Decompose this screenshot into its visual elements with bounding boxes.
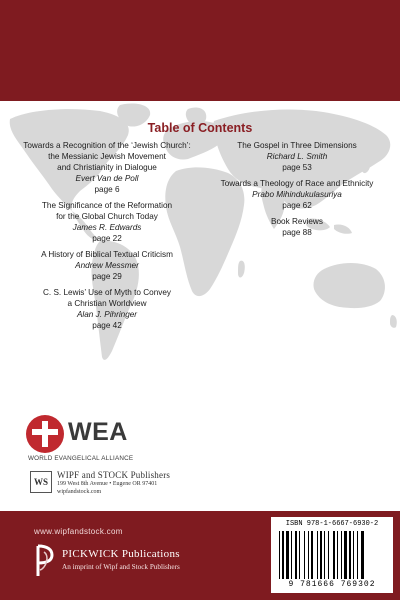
publisher-url: wipfandstock.com: [57, 489, 102, 495]
imprint-name: PICKWICK Publications: [62, 548, 180, 560]
toc-entry-title-line: The Gospel in Three Dimensions: [237, 141, 357, 150]
toc-entry: [210, 216, 384, 238]
toc-title: Table of Contents: [147, 121, 253, 135]
toc-entry-title-line: and Christianity in Dialogue: [57, 163, 157, 172]
ean-digits: 9 781666 769302: [288, 580, 376, 589]
barcode-panel: [271, 517, 393, 593]
toc-entry: [210, 178, 384, 211]
toc-entry-page: page 22: [92, 234, 122, 243]
toc-entry-author: Andrew Messmer: [75, 261, 139, 270]
toc-entry-title-line: The Significance of the Reformation: [41, 201, 173, 210]
footer-site-url: www.wipfandstock.com: [34, 527, 123, 536]
toc-entry-title-line: Towards a Recognition of the ‘Jewish Church’:: [23, 141, 191, 150]
ws-logo-icon: WS: [30, 471, 52, 493]
publisher-address: 199 West 8th Avenue • Eugene OR 97401: [57, 481, 158, 487]
toc-entry: [18, 140, 196, 195]
toc-entry-title-line: the Messianic Jewish Movement: [48, 152, 166, 161]
toc-entry-page: page 62: [282, 201, 312, 210]
toc-entry-author: James R. Edwards: [72, 223, 142, 232]
publisher-name: WIPF and STOCK Publishers: [57, 470, 171, 480]
toc-entry: [18, 249, 196, 282]
toc-entry: [18, 287, 196, 331]
toc-entry-author: Evert Van de Poll: [75, 174, 139, 183]
toc-entry-page: page 6: [94, 185, 120, 194]
isbn-text: ISBN 978-1-6667-6930-2: [285, 520, 379, 528]
toc-entry-page: page 88: [282, 228, 312, 237]
toc-entry-page: page 53: [282, 163, 312, 172]
toc-entry-author: Alan J. Pihringer: [76, 310, 138, 319]
toc-entry-author: Richard L. Smith: [266, 152, 328, 161]
publisher-block: [30, 470, 260, 506]
toc-entry-title-line: for the Global Church Today: [56, 212, 158, 221]
wea-acronym: WEA: [68, 418, 128, 446]
wea-full-name: WORLD EVANGELICAL ALLIANCE: [28, 455, 134, 462]
toc-entry-author: Prabo Mihindukulasuriya: [252, 190, 342, 199]
top-color-band: [0, 0, 400, 101]
imprint-subtitle: An imprint of Wipf and Stock Publishers: [62, 563, 180, 571]
toc-entry-page: page 42: [92, 321, 122, 330]
toc-entry: [210, 140, 384, 173]
toc-left-column: [18, 140, 196, 336]
toc-entry-page: page 29: [92, 272, 122, 281]
wea-cross-icon: [26, 415, 64, 453]
toc-entry-title-line: a Christian Worldview: [67, 299, 147, 308]
toc-entry-title-line: Book Reviews: [271, 217, 323, 226]
pickwick-logo-icon: [34, 544, 56, 578]
toc-entry: [18, 200, 196, 244]
wea-logo-block: [26, 415, 196, 462]
barcode-bars: [279, 531, 385, 579]
toc-entry-title-line: C. S. Lewis’ Use of Myth to Convey: [42, 288, 171, 297]
toc-entry-title-line: Towards a Theology of Race and Ethnicity: [220, 179, 374, 188]
toc-right-column: [210, 140, 384, 243]
toc-entry-title-line: A History of Biblical Textual Criticism: [41, 250, 173, 259]
